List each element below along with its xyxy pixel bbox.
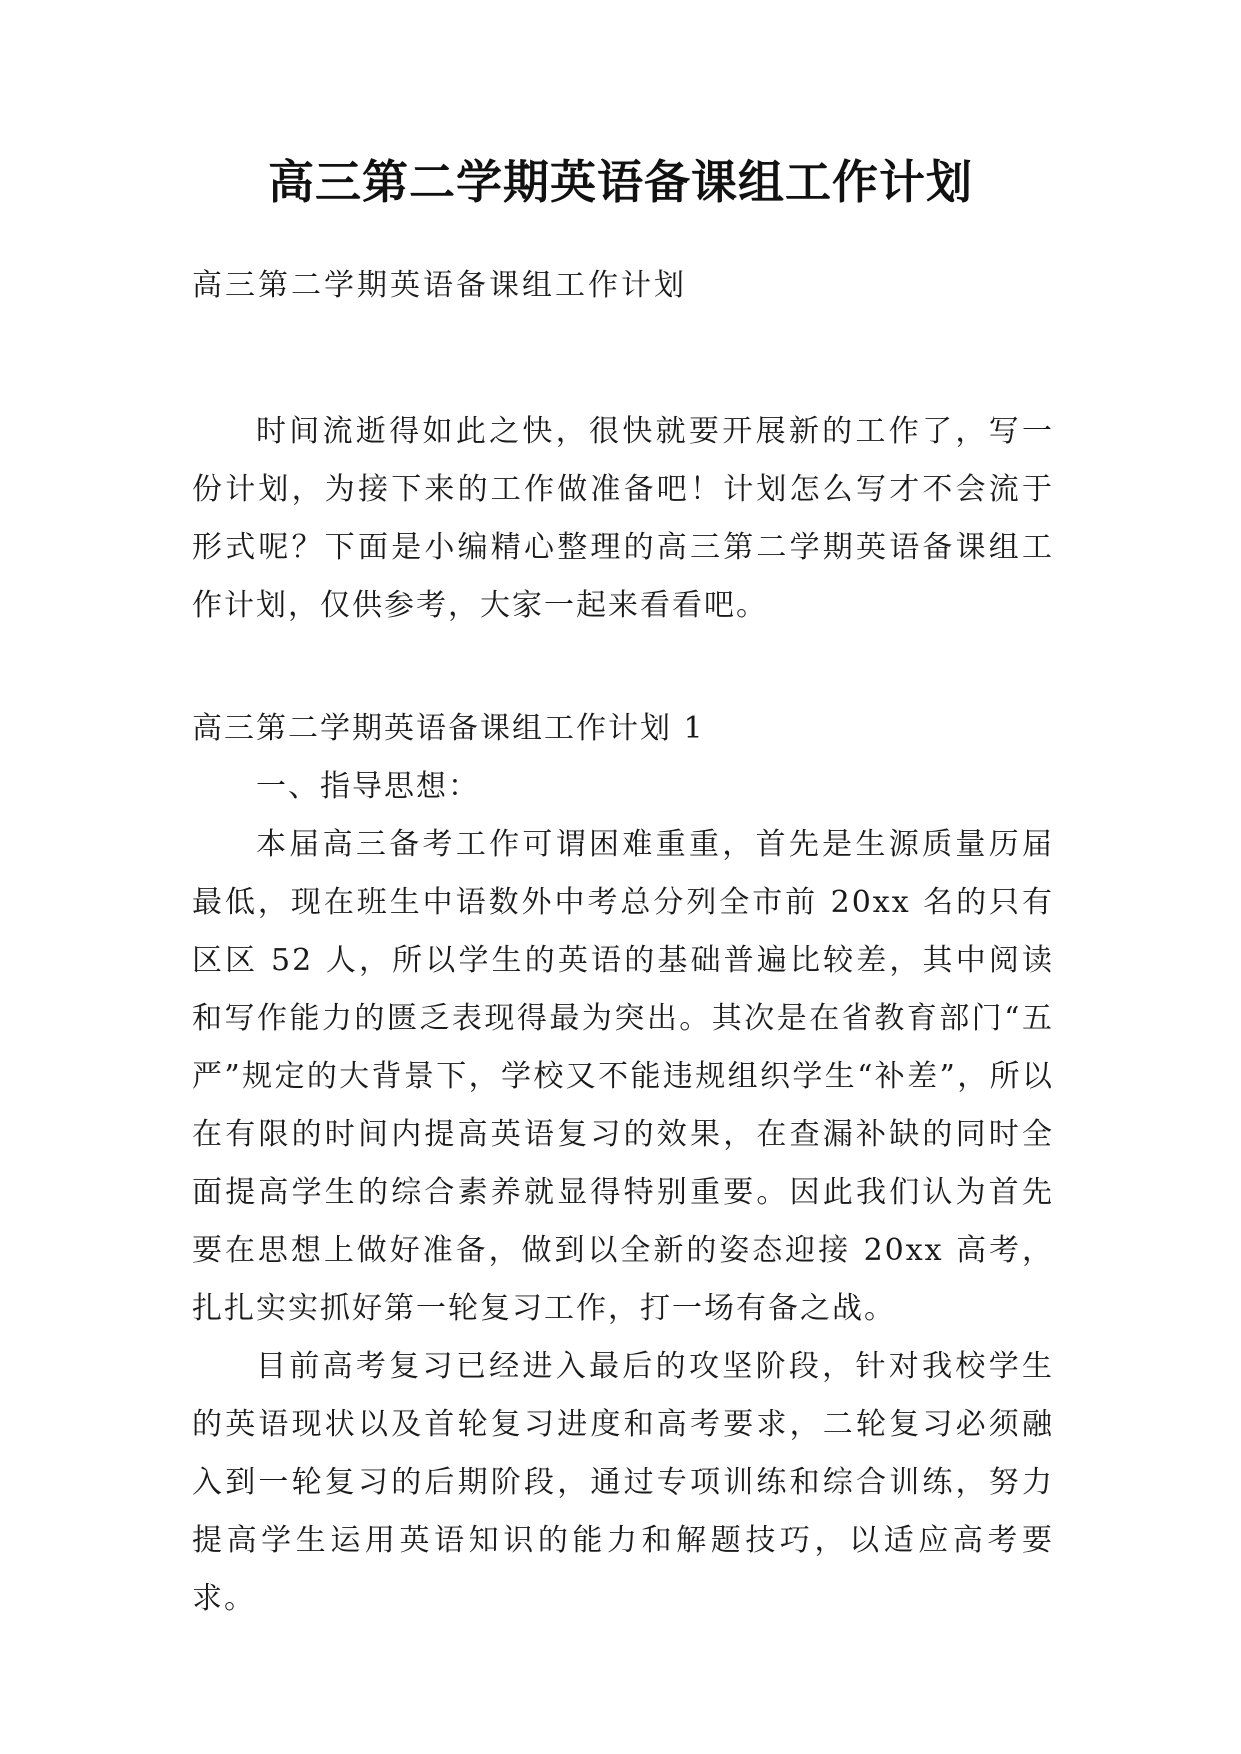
section-heading: 一、指导思想： (256, 769, 480, 804)
section-title: 高三第二学期英语备课组工作计划 1 (192, 711, 705, 746)
plan-section (192, 700, 1054, 1628)
document-title: 高三第二学期英语备课组工作计划 (268, 155, 973, 209)
document-subtitle: 高三第二学期英语备课组工作计划 (192, 268, 687, 303)
body-paragraph-2: 目前高考复习已经进入最后的攻坚阶段，针对我校学生的英语现状以及首轮复习进度和高考要求，二轮复习必须融入到一轮复习的后期阶段，通过专项训练和综合训练，努力提高学生运用英语知识的能力和解题技巧，以适应高考要求。 (192, 1349, 1054, 1616)
body-paragraph-1: 本届高三备考工作可谓困难重重，首先是生源质量历届最低，现在班生中语数外中考总分列全市前 20xx 名的只有区区 52 人，所以学生的英语的基础普遍比较差，其中阅读和写作能力的匮乏表现得最为突出。其次是在省教育部门“五严”规定的大背景下，学校又不能违规组织学生“补差”，所以在有限的时间内提高英语复习的效果，在查漏补缺的同时全面提高学生的综合素养就显得特别重要。因此我们认为首先要在思想上做好准备，做到以全新的姿态迎接 20xx 高考，扎扎实实抓好第一轮复习工作，打一场有备之战。 (192, 827, 1054, 1326)
intro-block (192, 403, 1054, 635)
intro-paragraph: 时间流逝得如此之快，很快就要开展新的工作了，写一份计划，为接下来的工作做准备吧！计划怎么写才不会流于形式呢？下面是小编精心整理的高三第二学期英语备课组工作计划，仅供参考，大家一起来看看吧。 (192, 414, 1054, 623)
